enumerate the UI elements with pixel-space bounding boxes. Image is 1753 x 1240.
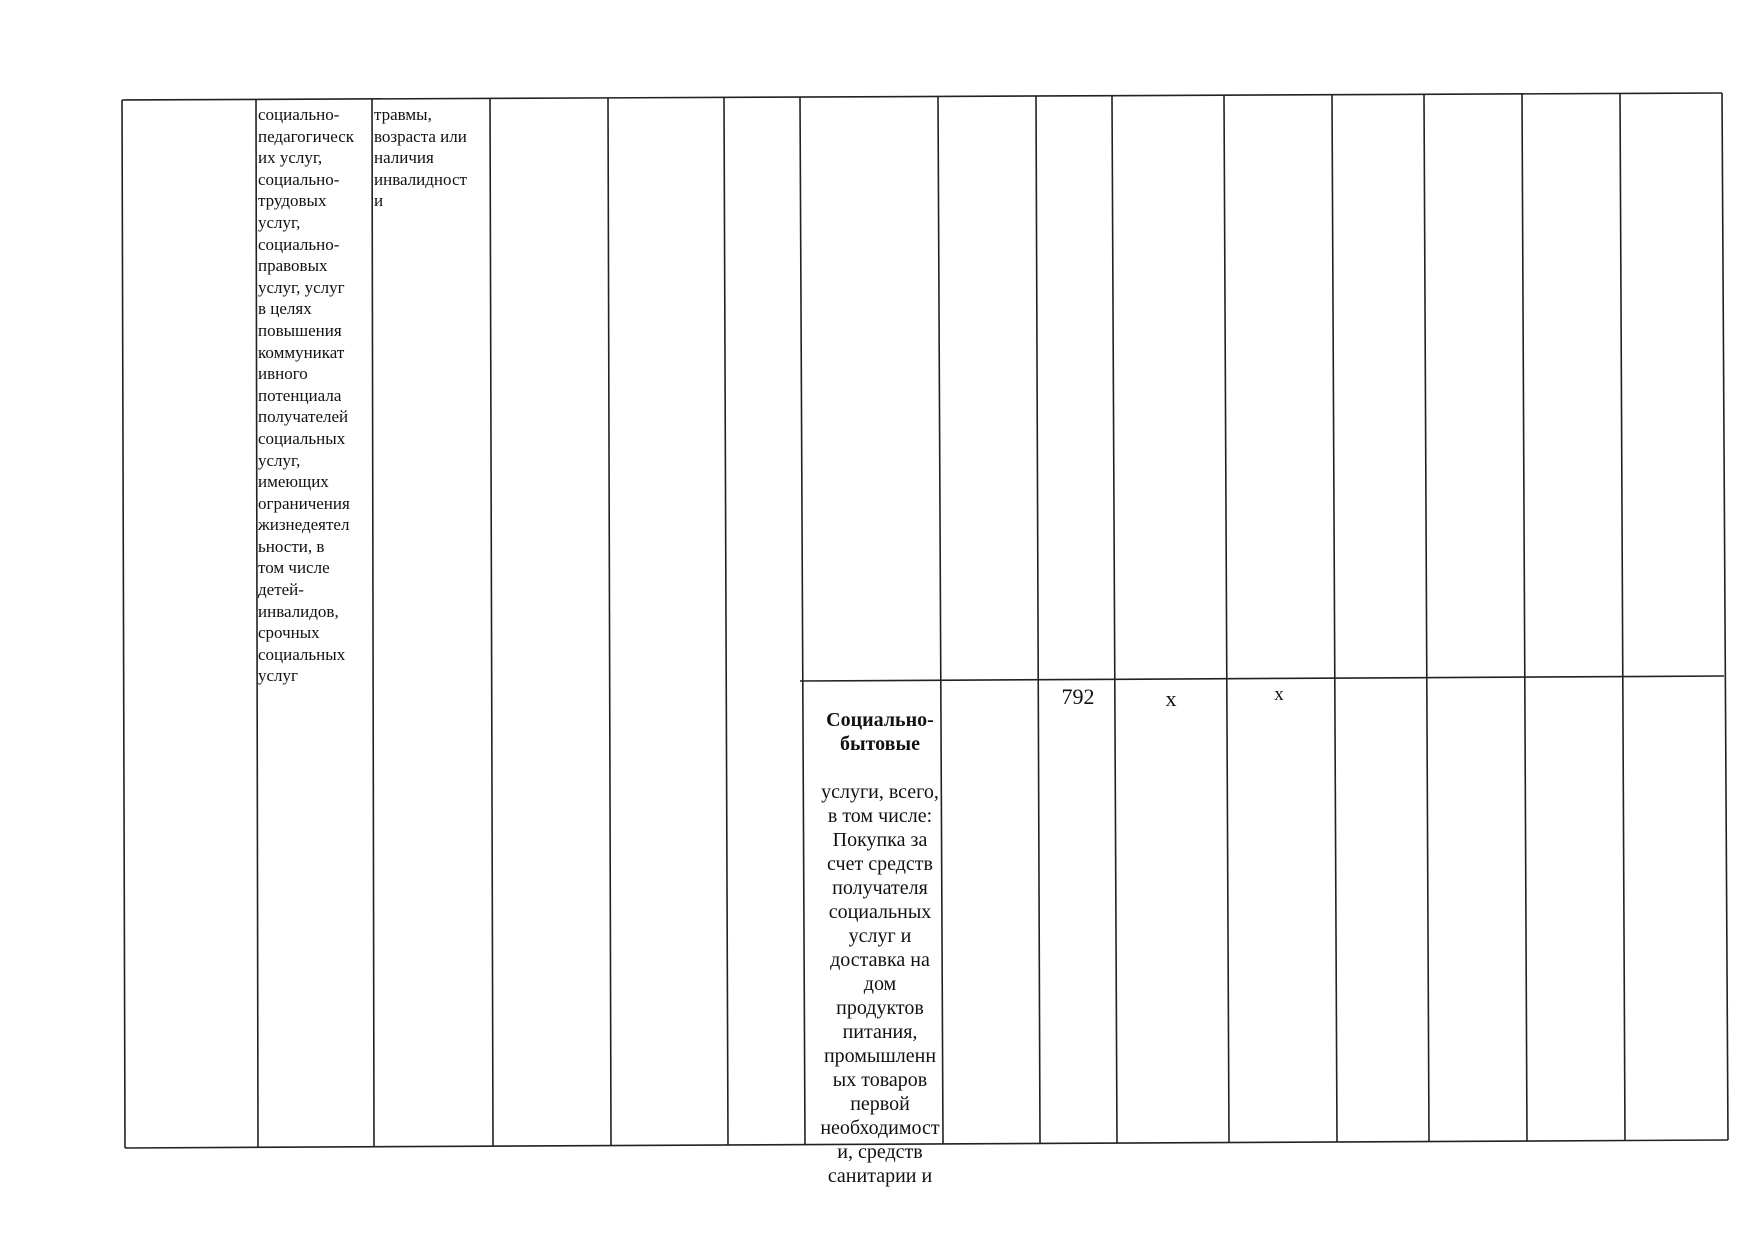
mark-cell-2: x (1274, 684, 1284, 705)
mark-cell-1: x (1165, 686, 1177, 711)
col-divider-14 (1620, 93, 1625, 1141)
service-form-cell: социально- педагогическ их услуг, социально- трудовых услуг, социально- правовых услуг, услуг в целях повышения коммуникат ивного потенциала получателей социальных услуг, имеющих ограничения жизнедеятел ьности, в том числе детей- инвалидов, срочных социальных услуг (258, 105, 355, 686)
col-divider-11 (1332, 95, 1337, 1142)
col-divider-12 (1424, 94, 1429, 1141)
col-divider-6 (800, 97, 805, 1145)
col-divider-13 (1522, 94, 1527, 1141)
service-description: услуги, всего, в том числе: Покупка за счет средств получателя социальных услуг и доставка на дом продуктов питания, промышленн ых товаров первой необходимост и, средств санитарии и (820, 781, 940, 1187)
col-divider-4 (608, 98, 611, 1145)
service-title: Социально- бытовые (826, 709, 934, 755)
col-divider-10 (1224, 95, 1229, 1142)
condition-cell: травмы, возраста или наличия инвалидност и (374, 105, 467, 211)
table-left-border (122, 100, 125, 1148)
table-top-border (122, 93, 1722, 100)
col-divider-9 (1112, 96, 1117, 1143)
table-right-border (1722, 93, 1728, 1140)
value-count: 792 (1061, 684, 1095, 709)
col-divider-3 (490, 99, 493, 1146)
row-divider (800, 676, 1724, 681)
col-divider-8 (1036, 96, 1040, 1143)
col-divider-5 (724, 98, 728, 1145)
service-name-cell (810, 684, 950, 1212)
